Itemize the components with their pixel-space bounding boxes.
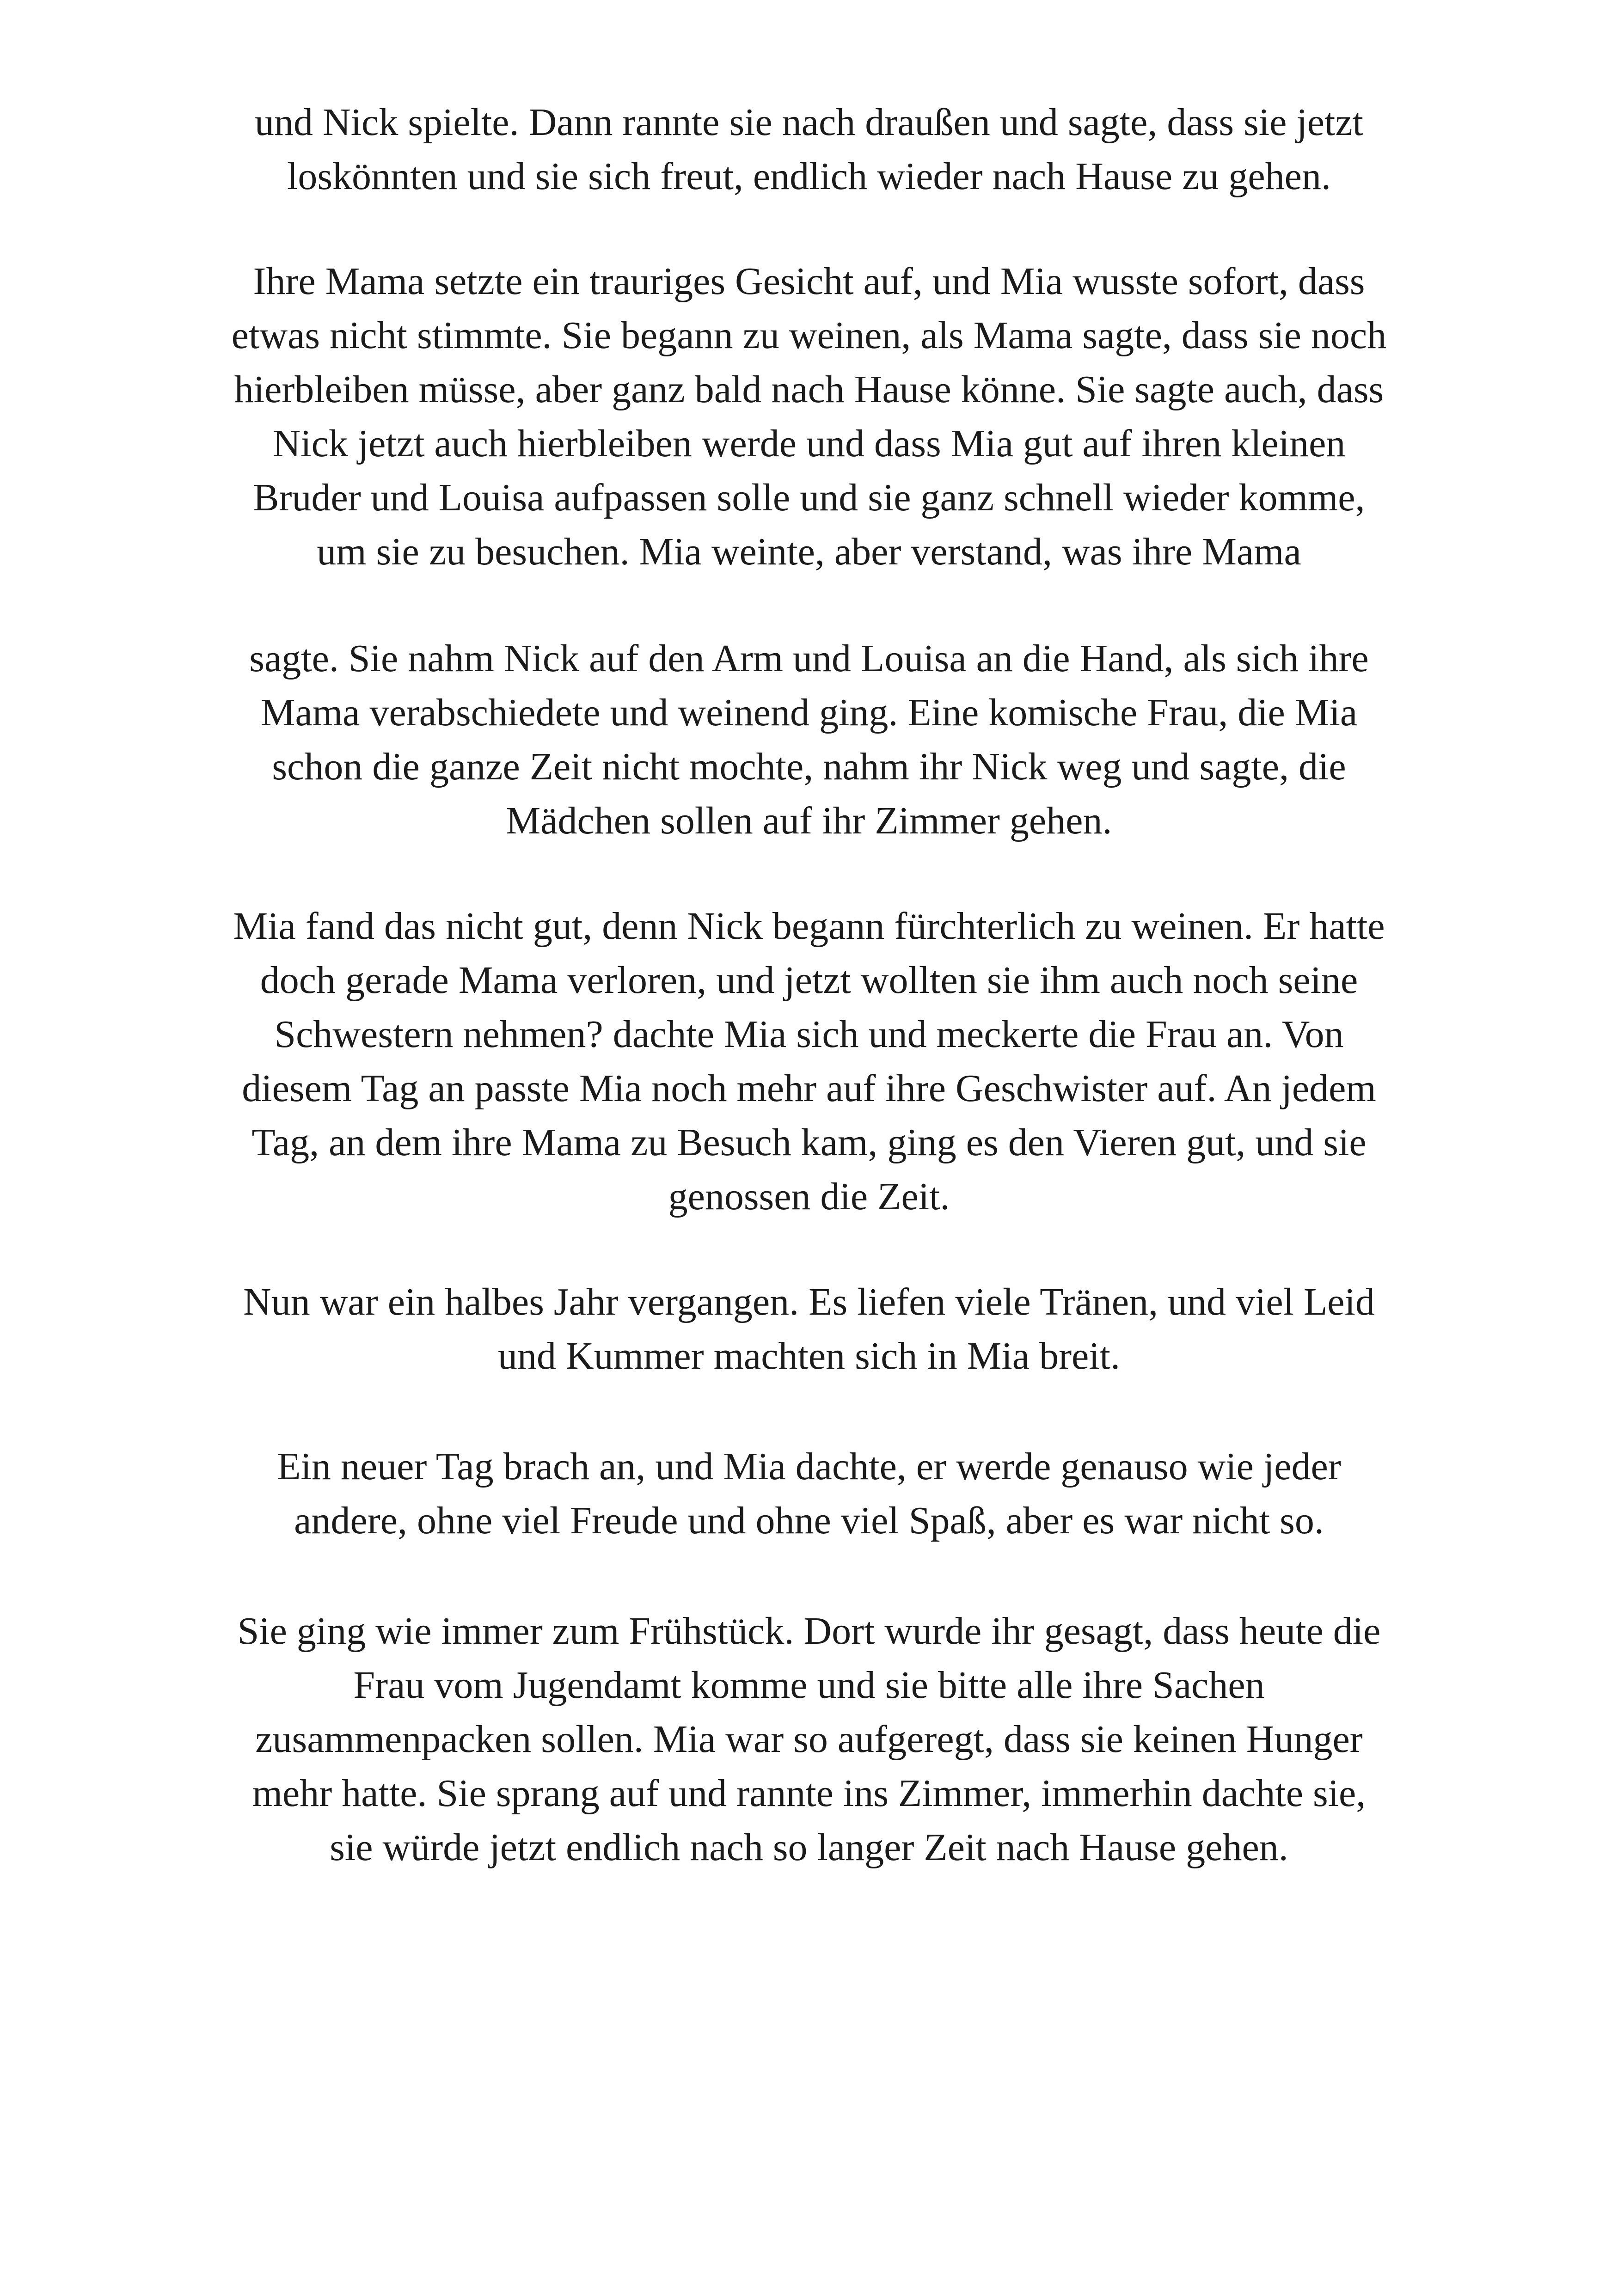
paragraph-line: Mama verabschiedete und weinend ging. Eine komische Frau, die Mia [260,691,1358,734]
paragraph-line: diesem Tag an passte Mia noch mehr auf ihre Geschwister auf. An jedem [242,1067,1376,1110]
paragraph-5 [83,1275,1535,1383]
paragraph-line: und Nick spielte. Dann rannte sie nach draußen und sagte, dass sie jetzt [255,101,1363,144]
paragraph-line: genossen die Zeit. [668,1175,950,1218]
paragraph-line: Mädchen sollen auf ihr Zimmer gehen. [506,799,1112,842]
paragraph-line: um sie zu besuchen. Mia weinte, aber verstand, was ihre Mama [317,530,1301,573]
paragraph-line: doch gerade Mama verloren, und jetzt wollten sie ihm auch noch seine [260,959,1358,1002]
paragraph-1 [83,95,1535,203]
paragraph-2 [83,254,1535,579]
paragraph-line: mehr hatte. Sie sprang auf und rannte ins Zimmer, immerhin dachte sie, [252,1772,1366,1815]
paragraph-line: Frau vom Jugendamt komme und sie bitte alle ihre Sachen [353,1664,1265,1707]
paragraph-line: Nun war ein halbes Jahr vergangen. Es liefen viele Tränen, und viel Leid [243,1280,1375,1323]
paragraph-line: Ein neuer Tag brach an, und Mia dachte, er werde genauso wie jeder [277,1445,1341,1488]
paragraph-line: Nick jetzt auch hierbleiben werde und dass Mia gut auf ihren kleinen [272,422,1346,465]
paragraph-line: schon die ganze Zeit nicht mochte, nahm ihr Nick weg und sagte, die [272,745,1346,788]
paragraph-3 [83,631,1535,848]
paragraph-line: Sie ging wie immer zum Frühstück. Dort wurde ihr gesagt, dass heute die [237,1610,1381,1653]
paragraph-line: Ihre Mama setzte ein trauriges Gesicht auf, und Mia wusste sofort, dass [253,260,1365,303]
paragraph-line: Mia fand das nicht gut, denn Nick begann fürchterlich zu weinen. Er hatte [233,905,1385,948]
paragraph-line: sagte. Sie nahm Nick auf den Arm und Louisa an die Hand, als sich ihre [249,637,1369,680]
paragraph-line: Tag, an dem ihre Mama zu Besuch kam, ging es den Vieren gut, und sie [251,1121,1367,1164]
paragraph-line: und Kummer machten sich in Mia breit. [497,1335,1120,1378]
paragraph-line: zusammenpacken sollen. Mia war so aufgeregt, dass sie keinen Hunger [255,1718,1363,1761]
paragraph-line: andere, ohne viel Freude und ohne viel Spaß, aber es war nicht so. [294,1499,1324,1542]
paragraph-6 [83,1439,1535,1548]
paragraph-line: Bruder und Louisa aufpassen solle und sie ganz schnell wieder komme, [253,476,1365,519]
paragraph-4 [83,899,1535,1224]
paragraph-line: Schwestern nehmen? dachte Mia sich und meckerte die Frau an. Von [274,1013,1344,1056]
paragraph-line: hierbleiben müsse, aber ganz bald nach Hause könne. Sie sagte auch, dass [234,368,1384,411]
paragraph-line: etwas nicht stimmte. Sie begann zu weinen, als Mama sagte, dass sie noch [231,314,1387,357]
paragraph-7 [83,1604,1535,1874]
paragraph-line: loskönnten und sie sich freut, endlich wieder nach Hause zu gehen. [287,155,1331,198]
paragraph-line: sie würde jetzt endlich nach so langer Zeit nach Hause gehen. [330,1826,1288,1869]
